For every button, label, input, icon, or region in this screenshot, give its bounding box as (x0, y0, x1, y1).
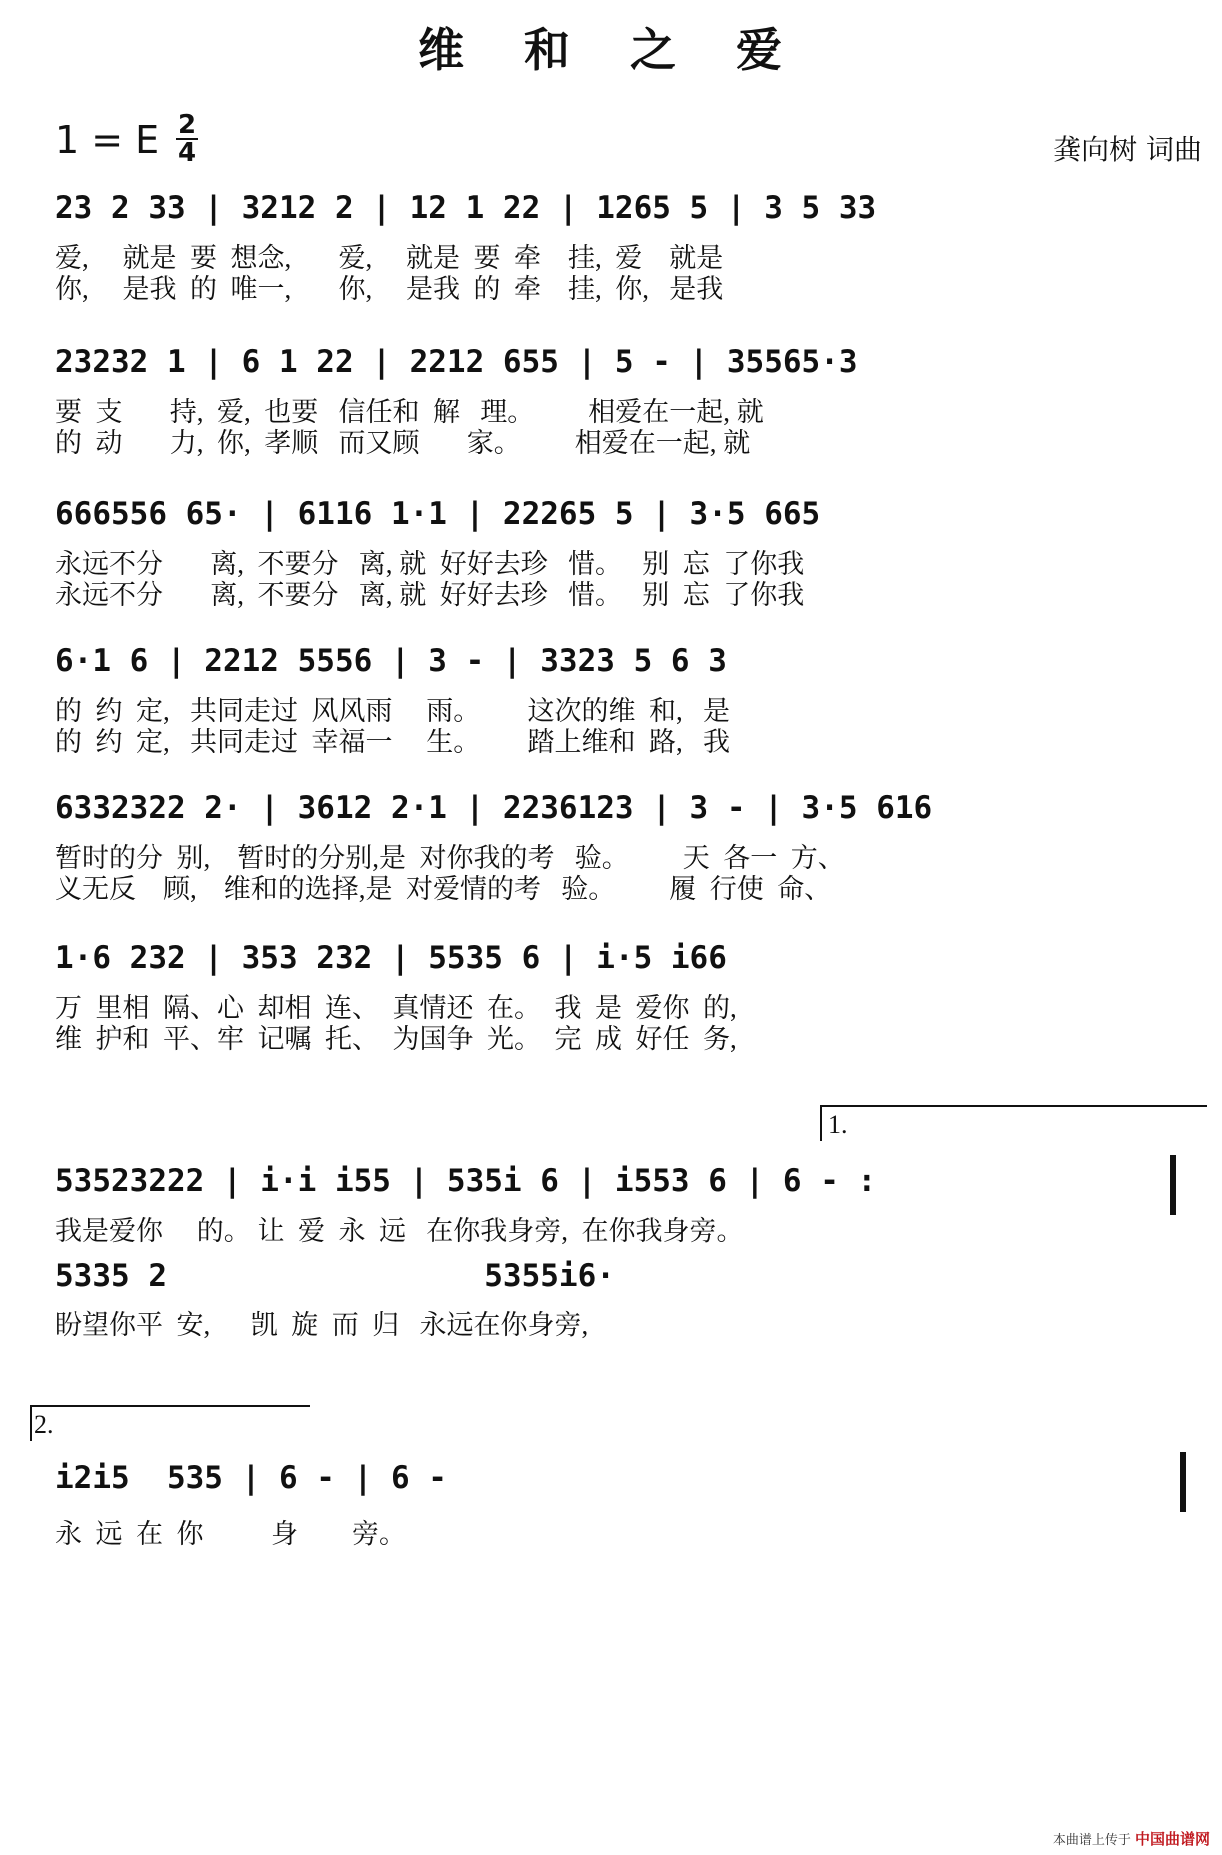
notes-line-9: i2i5 535 | 6 - | 6 - (55, 1460, 447, 1496)
time-signature-top: 2 (177, 110, 197, 140)
music-line-2 (55, 344, 1180, 390)
key-signature: 1 = E (55, 118, 160, 162)
time-signature (172, 112, 202, 166)
lyric-line-7: 我是爱你 的。 让 爱 永 远 在你我身旁, 在你我身旁。 (55, 1216, 744, 1246)
footer-credit (1053, 1828, 1210, 1849)
lyric-line-3-verse-1: 永远不分 离, 不要分 离, 就 好好去珍 惜。 别 忘 了你我 (55, 549, 805, 579)
notes-line-8: 5335 2 5355i6· (55, 1258, 615, 1294)
notes-line-7: 53523222 | i·i i55 | 535i 6 | i553 6 | 6 - : (55, 1163, 877, 1199)
lyric-line-4-verse-1: 的 约 定, 共同走过 风风雨 雨。 这次的维 和, 是 (55, 696, 730, 726)
music-line-3 (55, 496, 1180, 542)
lyric-line-3-verse-2: 永远不分 离, 不要分 离, 就 好好去珍 惜。 别 忘 了你我 (55, 580, 805, 610)
lyric-line-2-verse-1: 要 支 持, 爱, 也要 信任和 解 理。 相爱在一起, 就 (55, 397, 764, 427)
footer-brand: 中国曲谱网 (1134, 1830, 1210, 1848)
final-barline (1180, 1452, 1186, 1512)
lyric-line-1-verse-2: 你, 是我 的 唯一, 你, 是我 的 牵 挂, 你, 是我 (55, 274, 724, 304)
lyric-line-1-verse-1: 爱, 就是 要 想念, 爱, 就是 要 牵 挂, 爱 就是 (55, 243, 724, 273)
lyric-line-4-verse-2: 的 约 定, 共同走过 幸福一 生。 踏上维和 路, 我 (55, 727, 730, 757)
music-line-9 (55, 1460, 1180, 1506)
lyric-line-9: 永 远 在 你 身 旁。 (55, 1519, 406, 1549)
music-line-8 (55, 1258, 1180, 1304)
music-line-5 (55, 790, 1180, 836)
author-credit: 龚向树 词曲 (1053, 133, 1202, 166)
music-line-1 (55, 190, 1180, 236)
first-ending-bracket (820, 1105, 1207, 1141)
notes-line-6: 1·6 232 | 353 232 | 5535 6 | i·5 i66 (55, 940, 727, 976)
notes-line-4: 6·1 6 | 2212 5556 | 3 - | 3323 5 6 3 (55, 643, 727, 679)
lyric-line-5-verse-1: 暂时的分 别, 暂时的分别,是 对你我的考 验。 天 各一 方、 (55, 843, 845, 873)
lyric-line-6-verse-2: 维 护和 平、牢 记嘱 托、 为国争 光。 完 成 好任 务, (55, 1024, 737, 1054)
notes-line-3: 666556 65· | 6116 1·1 | 22265 5 | 3·5 665 (55, 496, 821, 532)
notes-line-5: 6332322 2· | 3612 2·1 | 2236123 | 3 - | 3·5 616 (55, 790, 933, 826)
notes-line-1: 23 2 33 | 3212 2 | 12 1 22 | 1265 5 | 3 5 33 (55, 190, 877, 226)
music-line-6 (55, 940, 1180, 986)
time-signature-bottom: 4 (177, 138, 197, 168)
notes-line-2: 23232 1 | 6 1 22 | 2212 655 | 5 - | 35565·3 (55, 344, 858, 380)
first-ending-label: 1. (828, 1110, 848, 1139)
footer-prefix: 本曲谱上传于 (1052, 1833, 1131, 1848)
lyric-line-6-verse-1: 万 里相 隔、心 却相 连、 真情还 在。 我 是 爱你 的, (55, 993, 737, 1023)
second-ending-label: 2. (34, 1410, 54, 1439)
lyric-line-8: 盼望你平 安, 凯 旋 而 归 永远在你身旁, (55, 1310, 589, 1340)
music-line-7 (55, 1163, 1180, 1209)
music-line-4 (55, 643, 1180, 689)
second-ending-bracket (30, 1405, 310, 1441)
song-title: 维 和 之 爱 (417, 23, 805, 77)
lyric-line-5-verse-2: 义无反 顾, 维和的选择,是 对爱情的考 验。 履 行使 命、 (55, 874, 832, 904)
final-repeat-barline (1170, 1155, 1176, 1215)
lyric-line-2-verse-2: 的 动 力, 你, 孝顺 而又顾 家。 相爱在一起, 就 (55, 428, 751, 458)
